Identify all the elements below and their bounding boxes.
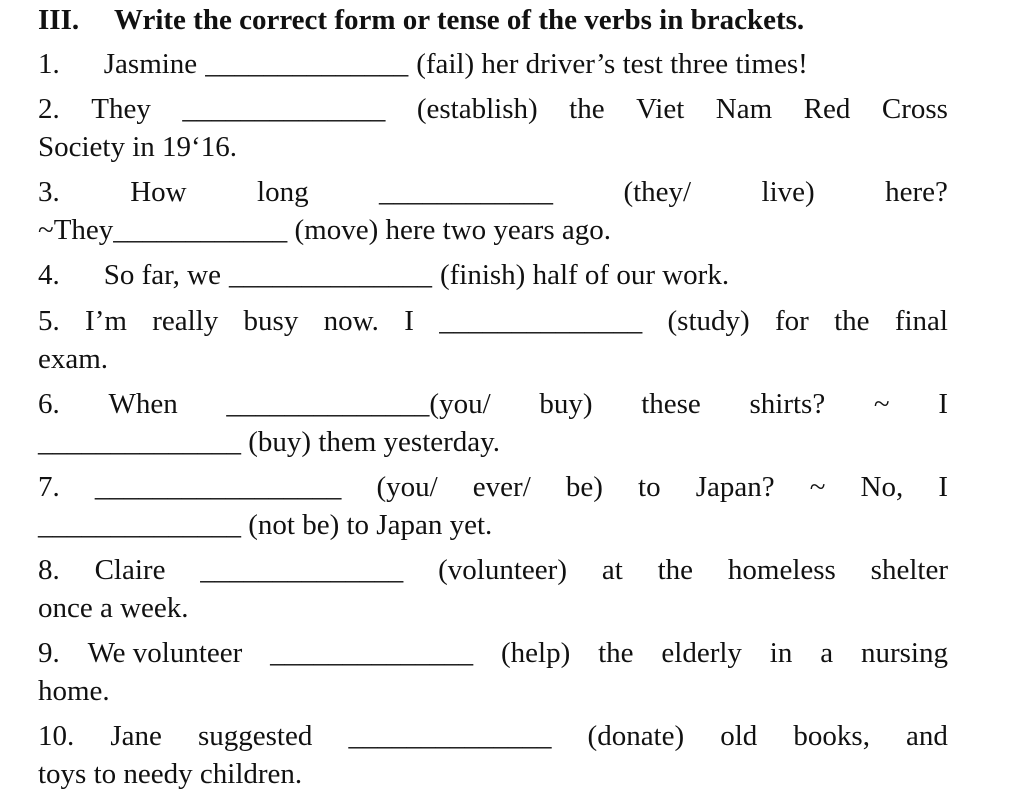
answer-blank[interactable]: ______________ xyxy=(182,93,386,125)
line-text: Red xyxy=(803,93,851,125)
question-number: 5. xyxy=(38,305,60,337)
line-text: the xyxy=(657,554,694,586)
line-text: exam. xyxy=(38,343,109,375)
exercise-line xyxy=(38,469,948,505)
line-text: here? xyxy=(885,176,948,208)
answer-blank[interactable]: ______________ (buy) them yesterday. xyxy=(38,426,501,458)
line-text: ~ xyxy=(809,471,826,503)
line-text: to xyxy=(638,471,661,503)
line-text: really xyxy=(152,305,219,337)
question-number: 2. xyxy=(38,93,60,125)
line-text: (they/ xyxy=(623,176,692,208)
line-text: live) xyxy=(761,176,815,208)
line-text: How xyxy=(130,176,187,208)
line-text: home. xyxy=(38,675,110,707)
line-text: once a week. xyxy=(38,592,189,624)
question-number: 9. xyxy=(38,637,60,669)
line-text: Nam xyxy=(715,93,773,125)
line-text: shirts? xyxy=(749,388,826,420)
line-text: shelter xyxy=(870,554,948,586)
exercise-line xyxy=(38,341,948,377)
line-text: (help) xyxy=(501,637,571,669)
line-text: a xyxy=(820,637,834,669)
line-text: No, xyxy=(860,471,904,503)
line-text: Jane xyxy=(110,720,162,752)
exercise-line xyxy=(38,386,948,422)
line-text: ever/ xyxy=(472,471,531,503)
question-number: 3. xyxy=(38,176,60,208)
question-number: 4. xyxy=(38,259,60,291)
line-text: They xyxy=(91,93,151,125)
exercise-line xyxy=(38,257,948,293)
line-text: Japan? xyxy=(695,471,775,503)
exercise-line xyxy=(38,46,948,82)
exercise-line xyxy=(38,673,948,709)
line-text: toys to needy children. xyxy=(38,758,303,790)
line-text: Viet xyxy=(636,93,685,125)
line-text: long xyxy=(257,176,309,208)
line-text: nursing xyxy=(860,637,948,669)
exercise-line xyxy=(38,303,948,339)
line-text: the xyxy=(834,305,870,337)
line-text: So far, we xyxy=(103,259,221,291)
answer-blank[interactable]: ____________ xyxy=(379,176,554,208)
line-text: final xyxy=(894,305,948,337)
answer-blank[interactable]: ______________ xyxy=(439,305,643,337)
exercise-line xyxy=(38,590,948,626)
exercise-line xyxy=(38,212,948,248)
answer-blank[interactable]: ______________ xyxy=(270,637,474,669)
exercise-line xyxy=(38,424,948,460)
line-text: I xyxy=(938,471,948,503)
line-text: I’m xyxy=(85,305,127,337)
line-text: elderly xyxy=(661,637,742,669)
line-text: these xyxy=(641,388,701,420)
line-text: When xyxy=(108,388,178,420)
line-text: (finish) half of our work. xyxy=(439,259,730,291)
line-text: I xyxy=(938,388,948,420)
line-text: Claire xyxy=(94,554,166,586)
line-text: busy xyxy=(243,305,299,337)
exercise-line xyxy=(38,552,948,588)
answer-blank[interactable]: ______________ xyxy=(200,554,404,586)
line-text: Society in 19‘16. xyxy=(38,131,237,163)
line-text: buy) xyxy=(539,388,593,420)
exercise-line xyxy=(38,756,948,792)
line-text: (establish) xyxy=(416,93,538,125)
exercise-line xyxy=(38,174,948,210)
question-number: 6. xyxy=(38,388,60,420)
question-number: 10. xyxy=(38,720,75,752)
line-text: ~ xyxy=(873,388,890,420)
line-text: suggested xyxy=(197,720,313,752)
line-text: now. xyxy=(323,305,379,337)
answer-blank[interactable]: ______________ (not be) to Japan yet. xyxy=(38,509,493,541)
exercise-line xyxy=(38,635,948,671)
line-text: (study) xyxy=(667,305,750,337)
line-text: and xyxy=(906,720,948,752)
exercise-line xyxy=(38,718,948,754)
answer-blank[interactable]: ______________ xyxy=(348,720,552,752)
exercise-instruction: Write the correct form or tense of the verbs in brackets. xyxy=(114,4,805,36)
answer-blank[interactable]: ______________(you/ xyxy=(226,388,491,420)
line-text: Jasmine xyxy=(103,48,198,80)
exercise-line xyxy=(38,129,948,165)
answer-blank[interactable]: ______________ xyxy=(228,259,432,291)
line-text: books, xyxy=(793,720,870,752)
exercise-line xyxy=(38,91,948,127)
exercise-heading xyxy=(38,2,804,38)
line-text: in xyxy=(769,637,793,669)
line-text: for xyxy=(774,305,809,337)
line-text: (you/ xyxy=(376,471,438,503)
line-text: (volunteer) xyxy=(438,554,567,586)
line-text: at xyxy=(601,554,623,586)
question-number: 1. xyxy=(38,48,60,80)
line-text: I xyxy=(404,305,414,337)
line-text: ~They____________ (move) here two years ago. xyxy=(38,214,611,246)
line-text: the xyxy=(569,93,605,125)
line-text: homeless xyxy=(727,554,836,586)
line-text: be) xyxy=(565,471,603,503)
line-text: Cross xyxy=(881,93,948,125)
question-number: 7. xyxy=(38,471,60,503)
answer-blank[interactable]: ______________ xyxy=(205,48,409,80)
line-text: We volunteer xyxy=(87,637,243,669)
line-text: (fail) her driver’s test three times! xyxy=(416,48,808,80)
line-text: the xyxy=(598,637,634,669)
exercise-number: III. xyxy=(38,4,80,36)
line-text: (donate) xyxy=(587,720,685,752)
line-text: old xyxy=(720,720,758,752)
question-number: 8. xyxy=(38,554,60,586)
answer-blank[interactable]: _________________ xyxy=(94,471,342,503)
exercise-line xyxy=(38,507,948,543)
